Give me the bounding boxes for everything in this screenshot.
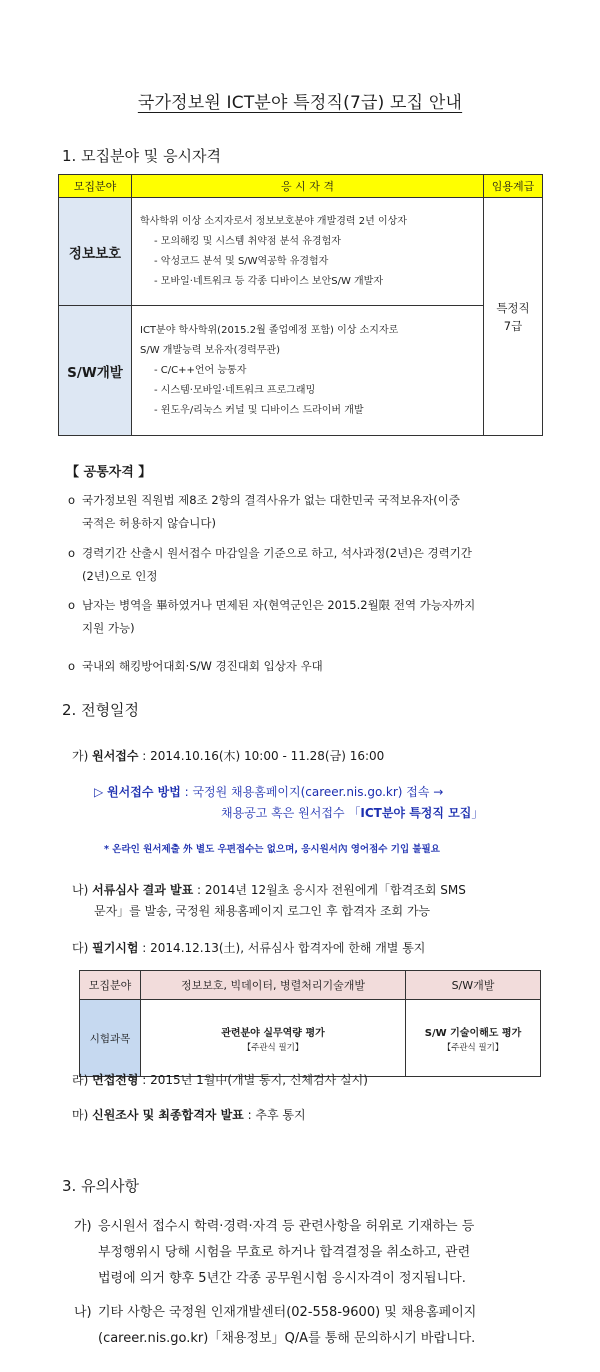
method-line-2: 채용공고 혹은 원서접수 「 <box>221 806 361 820</box>
bullet: o <box>68 546 76 560</box>
schedule-document-review <box>72 880 552 922</box>
common-item-line: 국가정보원 직원법 제8조 2항의 결격사유가 없는 대한민국 국적보유자(이중 <box>82 493 460 507</box>
exam-cell-sub: 【주관식 필기】 <box>242 1042 304 1053</box>
item-label: 면접전형 <box>92 1073 139 1087</box>
field-sw-dev: S/W개발 <box>59 306 132 436</box>
notice-line: 기타 사항은 국정원 인재개발센터(02-558-9600) 및 채용홈페이지 <box>98 1305 477 1320</box>
notice-mark: 나) <box>74 1305 92 1320</box>
exam-col-header: 정보보호, 빅데이터, 병렬처리기술개발 <box>141 971 406 1000</box>
page-title: 국가정보원 ICT분야 특정직(7급) 모집 안내 <box>137 93 463 113</box>
exam-row-header: 시험과목 <box>80 1000 141 1077</box>
schedule-written-exam <box>72 938 552 959</box>
section-2-heading: 2. 전형일정 <box>62 701 140 719</box>
exam-table <box>79 970 541 1077</box>
grade-line: 특정직 <box>496 300 530 315</box>
common-item-line: 국적은 허용하지 않습니다) <box>82 516 216 530</box>
common-qualification-heading: 【 공통자격 】 <box>66 465 152 480</box>
method-line-2-end: 」 <box>471 806 484 820</box>
item-label: 필기시험 <box>92 941 139 955</box>
recruitment-table <box>58 174 543 436</box>
item-label: 서류심사 결과 발표 <box>92 883 194 897</box>
qualification-line: S/W 개발능력 보유자(경력무관) <box>140 344 281 356</box>
notice-item <box>74 1214 546 1292</box>
appointment-grade <box>484 198 543 436</box>
item-text: : 2014.10.16(木) 10:00 - 11.28(금) 16:00 <box>138 749 385 763</box>
schedule-application <box>72 746 552 767</box>
item-mark: 라) <box>72 1073 89 1087</box>
qualification-line: - 시스템·모바일·네트워크 프로그래밍 <box>154 384 316 396</box>
item-mark: 마) <box>72 1108 89 1122</box>
qualification-line: - 모의해킹 및 시스템 취약점 분석 유경험자 <box>154 235 341 247</box>
common-item <box>68 489 546 535</box>
item-label: 원서접수 <box>92 749 139 763</box>
exam-col-header: 모집분야 <box>80 971 141 1000</box>
application-method <box>94 782 554 824</box>
common-item-line: 남자는 병역을 畢하였거나 면제된 자(현역군인은 2015.2월限 전역 가능자까지 <box>82 598 476 612</box>
triangle-icon: ▷ <box>94 785 104 799</box>
qualification-security <box>132 198 484 306</box>
exam-cell-sub: 【주관식 필기】 <box>442 1042 504 1053</box>
common-item-line: 지원 가능) <box>82 621 135 635</box>
notice-mark: 가) <box>74 1219 92 1234</box>
item-text: : 추후 통지 <box>243 1108 306 1122</box>
common-item-line: 경력기간 산출시 원서접수 마감일을 기준으로 하고, 석사과정(2년)은 경력기간 <box>82 546 472 560</box>
exam-cell <box>406 1000 541 1077</box>
qualification-line: - C/C++언어 능통자 <box>154 364 247 376</box>
qualification-line: - 윈도우/리눅스 커널 및 디바이스 드라이버 개발 <box>154 404 364 416</box>
section-3-heading: 3. 유의사항 <box>62 1177 140 1195</box>
field-security: 정보보호 <box>59 198 132 306</box>
common-item <box>68 542 546 588</box>
item-label: 신원조사 및 최종합격자 발표 <box>92 1108 244 1122</box>
grade-line: 7급 <box>503 318 523 333</box>
qualification-line: - 악성코드 분석 및 S/W역공학 유경험자 <box>154 255 329 267</box>
common-item <box>68 594 546 640</box>
item-mark: 나) <box>72 883 89 897</box>
exam-cell-main: 관련분야 실무역량 평가 <box>221 1027 325 1039</box>
exam-col-header: S/W개발 <box>406 971 541 1000</box>
item-text: : 2014년 12월초 응시자 전원에게「합격조회 SMS <box>193 883 466 897</box>
notice-item <box>74 1300 546 1352</box>
schedule-interview <box>72 1070 552 1091</box>
notice-line: 응시원서 접수시 학력·경력·자격 등 관련사항을 허위로 기재하는 등 <box>98 1219 475 1234</box>
qualification-line: 학사학위 이상 소지자로서 정보보호분야 개발경력 2년 이상자 <box>140 215 407 227</box>
section-1-heading: 1. 모집분야 및 응시자격 <box>62 147 222 165</box>
exam-cell-main: S/W 기술이해도 평가 <box>424 1027 522 1039</box>
notice-line: (career.nis.go.kr)「채용정보」Q/A를 통해 문의하시기 바랍니다. <box>98 1331 476 1346</box>
item-text: : 2015년 1월中(개별 통지, 신체검사 실시) <box>138 1073 368 1087</box>
qualification-line: - 모바일·네트워크 등 각종 디바이스 보안S/W 개발자 <box>154 275 384 287</box>
bullet: o <box>68 598 76 612</box>
bullet: o <box>68 493 76 507</box>
schedule-final-result <box>72 1105 552 1126</box>
col-header-field: 모집분야 <box>59 175 132 198</box>
item-text: : 2014.12.13(土), 서류심사 합격자에 한해 개별 통지 <box>138 941 426 955</box>
common-item-line: (2년)으로 인정 <box>82 569 158 583</box>
method-label: 원서접수 방법 <box>107 785 181 799</box>
notice-line: 법령에 의거 향후 5년간 각종 공무원시험 응시자격이 정지됩니다. <box>98 1271 466 1286</box>
item-text: 문자」를 발송, 국정원 채용홈페이지 로그인 후 합격자 조회 가능 <box>94 904 431 918</box>
col-header-qualification: 응 시 자 격 <box>132 175 484 198</box>
qualification-line: ICT분야 학사학위(2015.2월 졸업예정 포함) 이상 소지자로 <box>140 324 399 336</box>
item-mark: 가) <box>72 749 89 763</box>
exam-cell <box>141 1000 406 1077</box>
qualification-sw-dev <box>132 306 484 436</box>
method-line-1: : 국정원 채용홈페이지(career.nis.go.kr) 접속 → <box>180 785 444 799</box>
col-header-grade: 임용계급 <box>484 175 543 198</box>
item-mark: 다) <box>72 941 89 955</box>
common-item <box>68 655 546 678</box>
online-note: * 온라인 원서제출 外 별도 우편접수는 없으며, 응시원서內 영어점수 기입 불필요 <box>104 844 440 855</box>
method-line-2-bold: ICT분야 특정직 모집 <box>360 806 472 820</box>
common-item-line: 국내외 해킹방어대회·S/W 경진대회 입상자 우대 <box>82 659 323 673</box>
notice-line: 부정행위시 당해 시험을 무효로 하거나 합격결정을 취소하고, 관련 <box>98 1245 471 1260</box>
bullet: o <box>68 659 76 673</box>
